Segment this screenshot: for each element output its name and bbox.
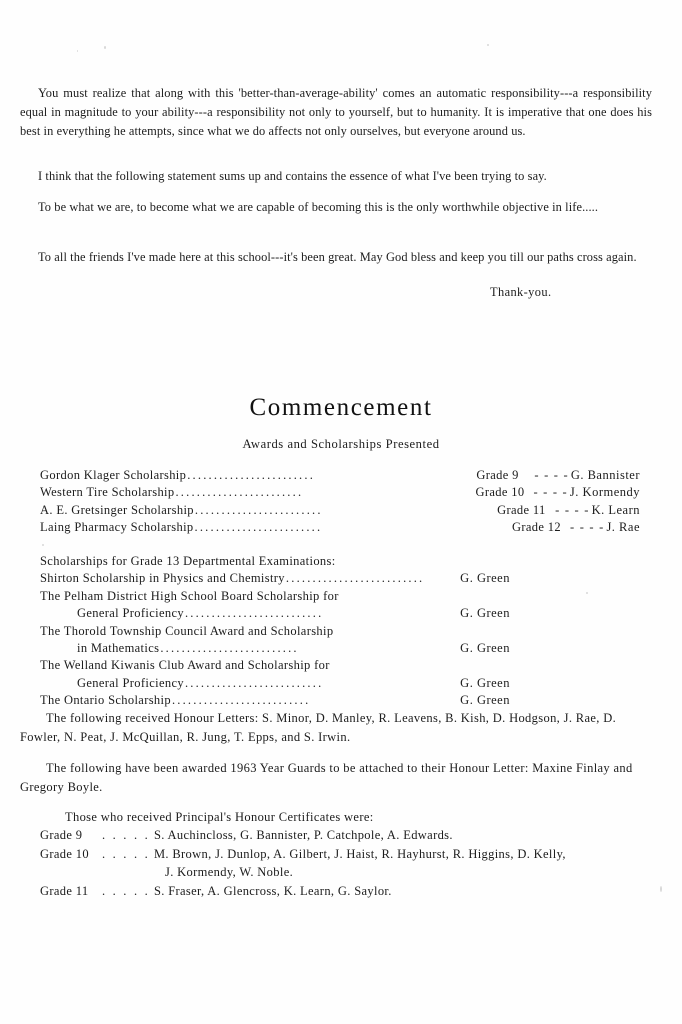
dot-leader: . . . . . — [102, 846, 150, 861]
scan-speckle — [586, 592, 588, 594]
scholarship-recipient: J. Kormendy — [569, 485, 640, 500]
award-name: General Proficiency — [77, 675, 184, 690]
dot-leader: ........................ — [194, 502, 323, 517]
dot-leader: .......................... — [160, 641, 299, 656]
grade13-award-row — [40, 640, 510, 657]
dot-leader: . . . . . — [102, 883, 150, 898]
scholarship-row — [40, 467, 640, 484]
speech-closing: Thank-you. — [490, 285, 552, 299]
commencement-subtitle: Awards and Scholarships Presented — [242, 437, 440, 451]
certificate-names: M. Brown, J. Dunlop, A. Gilbert, J. Haist, R. Hayhurst, R. Higgins, D. Kelly, — [153, 846, 566, 861]
scholarship-name: A. E. Gretsinger Scholarship — [40, 502, 194, 517]
scholarship-row — [40, 484, 640, 501]
dot-leader: .......................... — [184, 675, 324, 690]
speech-paragraph-4: To all the friends I've made here at this school---it's been great. May God bless and keep you till our paths cross again. — [38, 250, 637, 265]
award-name-continued: The Welland Kiwanis Club Award and Scholarship for — [40, 658, 330, 673]
dot-leader: . . . . . — [102, 828, 150, 843]
grade13-award-row — [40, 675, 510, 692]
grade13-award-row — [40, 692, 510, 709]
certificate-row — [40, 826, 652, 844]
scan-speckle — [42, 544, 44, 546]
scan-speckle — [77, 50, 78, 52]
certificate-row — [40, 882, 652, 900]
award-recipient: G. Green — [460, 606, 510, 621]
scholarship-grade: Grade 10 — [475, 485, 525, 500]
grade13-award-row — [40, 605, 510, 622]
dot-leader: .......................... — [184, 606, 324, 621]
certificate-row-continued — [40, 863, 652, 881]
scholarship-list — [40, 467, 640, 537]
scan-speckle — [660, 886, 662, 892]
scholarship-grade: Grade 9 — [476, 468, 519, 482]
award-recipient: G. Green — [460, 641, 510, 656]
scan-speckle — [487, 44, 489, 46]
dot-leader: ........................ — [194, 520, 323, 535]
speech-paragraph-2: I think that the following statement sums up and contains the essence of what I've been trying to say. — [38, 169, 547, 184]
scholarship-recipient: J. Rae — [606, 520, 640, 535]
dash-separator: - - - - — [555, 502, 590, 517]
scholarship-row — [40, 502, 640, 519]
dash-separator: - - - - — [533, 485, 568, 500]
certificate-names: S. Fraser, A. Glencross, K. Learn, G. Saylor. — [153, 883, 392, 898]
dash-separator: - - - - — [534, 468, 569, 482]
award-name: Shirton Scholarship in Physics and Chemistry — [40, 571, 285, 586]
scholarship-grade: Grade 11 — [497, 502, 546, 517]
certificate-grade: Grade 9 — [40, 828, 83, 843]
speech-paragraph-3: To be what we are, to become what we are capable of becoming this is the only worthwhile objective in life..... — [38, 200, 599, 215]
certificate-grade: Grade 10 — [40, 846, 89, 861]
certificates-intro: Those who received Principal's Honour Certificates were: — [65, 810, 374, 824]
year-guards-paragraph — [20, 759, 654, 796]
certificate-grade: Grade 11 — [40, 883, 89, 898]
honour-certificates-block — [40, 808, 652, 900]
dash-separator: - - - - — [570, 520, 605, 535]
scholarship-name: Laing Pharmacy Scholarship — [40, 520, 194, 535]
dot-leader: .......................... — [171, 693, 311, 708]
dot-leader: .......................... — [285, 571, 425, 586]
scholarship-recipient: G. Bannister — [570, 468, 640, 482]
award-recipient: G. Green — [460, 571, 510, 586]
year-guards-text: The following have been awarded 1963 Year Guards to be attached to their Honour Letter: Maxine Finlay and Gregory Boyle. — [20, 761, 633, 794]
honour-letters-paragraph — [20, 709, 654, 746]
certificate-row — [40, 845, 652, 863]
scholarship-row — [40, 519, 640, 536]
dot-leader: ........................ — [187, 468, 316, 482]
speech-paragraph-1: You must realize that along with this 'better-than-average-ability' comes an automatic responsibility---a responsibility equal in magnitude to your ability---a responsibility not only to yourself, but to humanity. It is imperative that one does his best in everything he attempts, since what we do affects not only ourselves, but everyone around us. — [20, 86, 652, 138]
honour-letters-text: The following received Honour Letters: S. Minor, D. Manley, R. Leavens, B. Kish, D. Hodgson, J. Rae, D. Fowler, N. Peat, J. McQuillan, R. Jung, T. Epps, and S. Irwin. — [20, 711, 617, 744]
scholarship-name: Western Tire Scholarship — [40, 485, 175, 500]
award-recipient: G. Green — [460, 675, 510, 690]
award-name-continued: The Pelham District High School Board Scholarship for — [40, 588, 339, 603]
scholarship-name: Gordon Klager Scholarship — [40, 468, 187, 482]
grade13-award-row — [40, 570, 510, 587]
scan-speckle — [104, 46, 106, 49]
scholarship-recipient: K. Learn — [591, 502, 640, 517]
award-name: General Proficiency — [77, 606, 184, 621]
commencement-title: Commencement — [249, 394, 433, 421]
grade13-heading: Scholarships for Grade 13 Departmental Examinations: — [40, 554, 336, 568]
award-name: in Mathematics — [77, 641, 160, 656]
grade13-scholarship-list — [40, 553, 510, 710]
dot-leader: ........................ — [175, 485, 304, 500]
award-recipient: G. Green — [460, 693, 510, 708]
certificate-names: J. Kormendy, W. Noble. — [165, 865, 294, 880]
certificate-names: S. Auchincloss, G. Bannister, P. Catchpole, A. Edwards. — [153, 828, 453, 843]
scholarship-grade: Grade 12 — [512, 520, 561, 535]
award-name-continued: The Thorold Township Council Award and Scholarship — [40, 623, 334, 638]
award-name: The Ontario Scholarship — [40, 693, 171, 708]
